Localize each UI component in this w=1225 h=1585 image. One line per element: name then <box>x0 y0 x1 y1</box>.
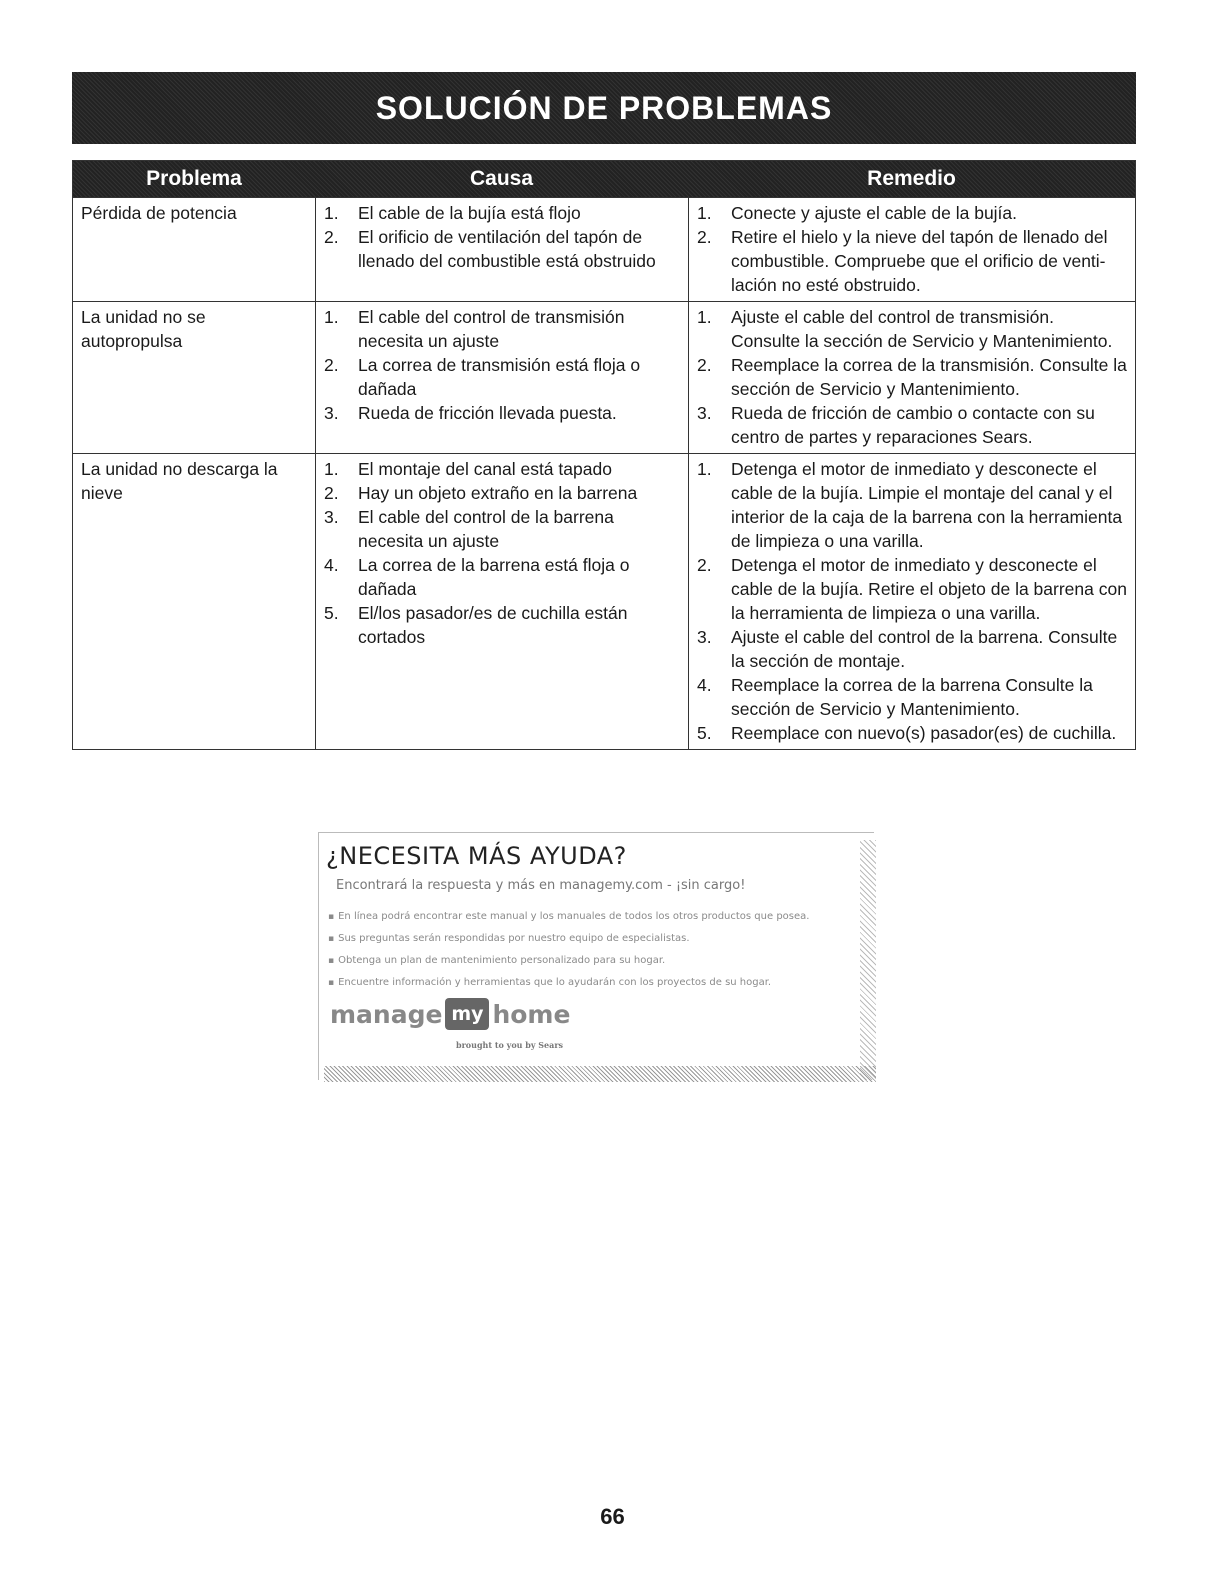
remedy-text: Ajuste el cable del control de la barrena. Consulte la sección de montaje. <box>731 627 1118 671</box>
remedy-item <box>697 305 1127 353</box>
cause-number: 3. <box>324 403 339 423</box>
promo-bullet: ▪ Obtenga un plan de mantenimiento personalizado para su hogar. <box>328 950 809 972</box>
promo-bullet: ▪ Encuentre información y herramientas que lo ayudarán con los proyectos de su hogar. <box>328 972 809 994</box>
cause-cell <box>315 198 688 301</box>
cause-text: El montaje del canal está tapado <box>358 459 612 479</box>
cause-number: 1. <box>324 459 339 479</box>
cause-text: Rueda de fricción llevada puesta. <box>358 403 617 423</box>
remedy-text: Retire el hielo y la nieve del tapón de llenado del combustible. Compruebe que el orificio de venti-lación no esté obstruido. <box>731 227 1108 295</box>
remedy-item <box>697 457 1127 553</box>
remedy-number: 5. <box>697 723 712 743</box>
table-row <box>73 301 1135 453</box>
cause-text: La correa de la barrena está floja o dañada <box>358 555 630 599</box>
remedy-item <box>697 225 1127 297</box>
promo-title: ¿NECESITA MÁS AYUDA? <box>326 842 627 870</box>
cause-number: 5. <box>324 603 339 623</box>
logo-tagline: brought to you by Sears <box>456 1040 564 1050</box>
remedy-number: 3. <box>697 627 712 647</box>
cause-item <box>324 225 680 273</box>
cause-number: 3. <box>324 507 339 527</box>
cause-text: El cable de la bujía está flojo <box>358 203 581 223</box>
managemyhome-logo <box>330 996 570 1032</box>
promo-bullet: ▪ Sus preguntas serán respondidas por nuestro equipo de especialistas. <box>328 928 809 950</box>
remedy-number: 2. <box>697 555 712 575</box>
table-body <box>73 197 1135 749</box>
remedy-cell <box>688 302 1135 453</box>
cause-number: 4. <box>324 555 339 575</box>
problem-cell: La unidad no descarga la nieve <box>81 459 278 503</box>
cause-item <box>324 481 680 505</box>
remedy-number: 3. <box>697 403 712 423</box>
remedy-text: Rueda de fricción de cambio o contacte con su centro de partes y reparaciones Sears. <box>731 403 1095 447</box>
promo-subtitle: Encontrará la respuesta y más en managemy.com - ¡sin cargo! <box>336 878 746 893</box>
header-causa: Causa <box>469 167 534 190</box>
remedy-item <box>697 353 1127 401</box>
table-row <box>73 453 1135 749</box>
logo-my: my <box>445 998 489 1030</box>
cause-text: Hay un objeto extraño en la barrena <box>358 483 638 503</box>
promo-bullets <box>328 906 809 994</box>
remedy-number: 1. <box>697 459 712 479</box>
remedy-text: Reemplace la correa de la barrena Consulte la sección de Servicio y Mantenimiento. <box>731 675 1093 719</box>
cause-text: El cable del control de la barrena necesita un ajuste <box>358 507 614 551</box>
remedy-cell <box>688 454 1135 749</box>
cause-item <box>324 353 680 401</box>
cause-text: El/los pasador/es de cuchilla están cortados <box>358 603 628 647</box>
cause-number: 2. <box>324 227 339 247</box>
remedy-item <box>697 553 1127 625</box>
remedy-text: Ajuste el cable del control de transmisión. Consulte la sección de Servicio y Mantenimiento. <box>731 307 1113 351</box>
cause-text: El cable del control de transmisión necesita un ajuste <box>358 307 625 351</box>
remedy-text: Reemplace la correa de la transmisión. Consulte la sección de Servicio y Mantenimiento. <box>731 355 1127 399</box>
remedy-text: Conecte y ajuste el cable de la bujía. <box>731 203 1018 223</box>
table-header <box>73 161 1135 197</box>
header-problema: Problema <box>146 167 242 190</box>
remedy-item <box>697 721 1127 745</box>
remedy-number: 4. <box>697 675 712 695</box>
cause-text: La correa de transmisión está floja o dañada <box>358 355 641 399</box>
cause-item <box>324 553 680 601</box>
logo-home: home <box>492 999 571 1029</box>
remedy-item <box>697 625 1127 673</box>
cause-item <box>324 457 680 481</box>
remedy-item <box>697 401 1127 449</box>
troubleshooting-table <box>72 160 1136 750</box>
header-remedio: Remedio <box>867 167 956 190</box>
logo-manage: manage <box>330 999 443 1029</box>
cause-item <box>324 505 680 553</box>
table-row <box>73 197 1135 301</box>
problem-cell: Pérdida de potencia <box>81 203 237 223</box>
remedy-text: Reemplace con nuevo(s) pasador(es) de cuchilla. <box>731 723 1117 743</box>
cause-number: 2. <box>324 355 339 375</box>
page-number: 66 <box>600 1504 625 1529</box>
remedy-item <box>697 201 1127 225</box>
promo-bullet: ▪ En línea podrá encontrar este manual y los manuales de todos los otros productos que posea. <box>328 906 809 928</box>
problem-cell: La unidad no se autopropulsa <box>81 307 206 351</box>
remedy-cell <box>688 198 1135 301</box>
page-title: SOLUCIÓN DE PROBLEMAS <box>375 89 833 126</box>
cause-item <box>324 201 680 225</box>
cause-number: 1. <box>324 203 339 223</box>
cause-item <box>324 601 680 649</box>
cause-text: El orificio de ventilación del tapón de llenado del combustible está obstruido <box>358 227 656 271</box>
cause-item <box>324 401 680 425</box>
remedy-item <box>697 673 1127 721</box>
cause-number: 2. <box>324 483 339 503</box>
remedy-number: 1. <box>697 203 712 223</box>
cause-cell <box>315 454 688 749</box>
remedy-text: Detenga el motor de inmediato y desconecte el cable de la bujía. Limpie el montaje del canal y el interior de la caja de la barrena con la herramienta de limpieza o una varilla. <box>731 459 1123 551</box>
title-banner <box>72 72 1136 144</box>
remedy-number: 2. <box>697 227 712 247</box>
remedy-number: 2. <box>697 355 712 375</box>
cause-cell <box>315 302 688 453</box>
remedy-text: Detenga el motor de inmediato y desconecte el cable de la bujía. Retire el objeto de la barrena con la herramienta de limpieza o una varilla. <box>731 555 1127 623</box>
cause-item <box>324 305 680 353</box>
cause-number: 1. <box>324 307 339 327</box>
remedy-number: 1. <box>697 307 712 327</box>
